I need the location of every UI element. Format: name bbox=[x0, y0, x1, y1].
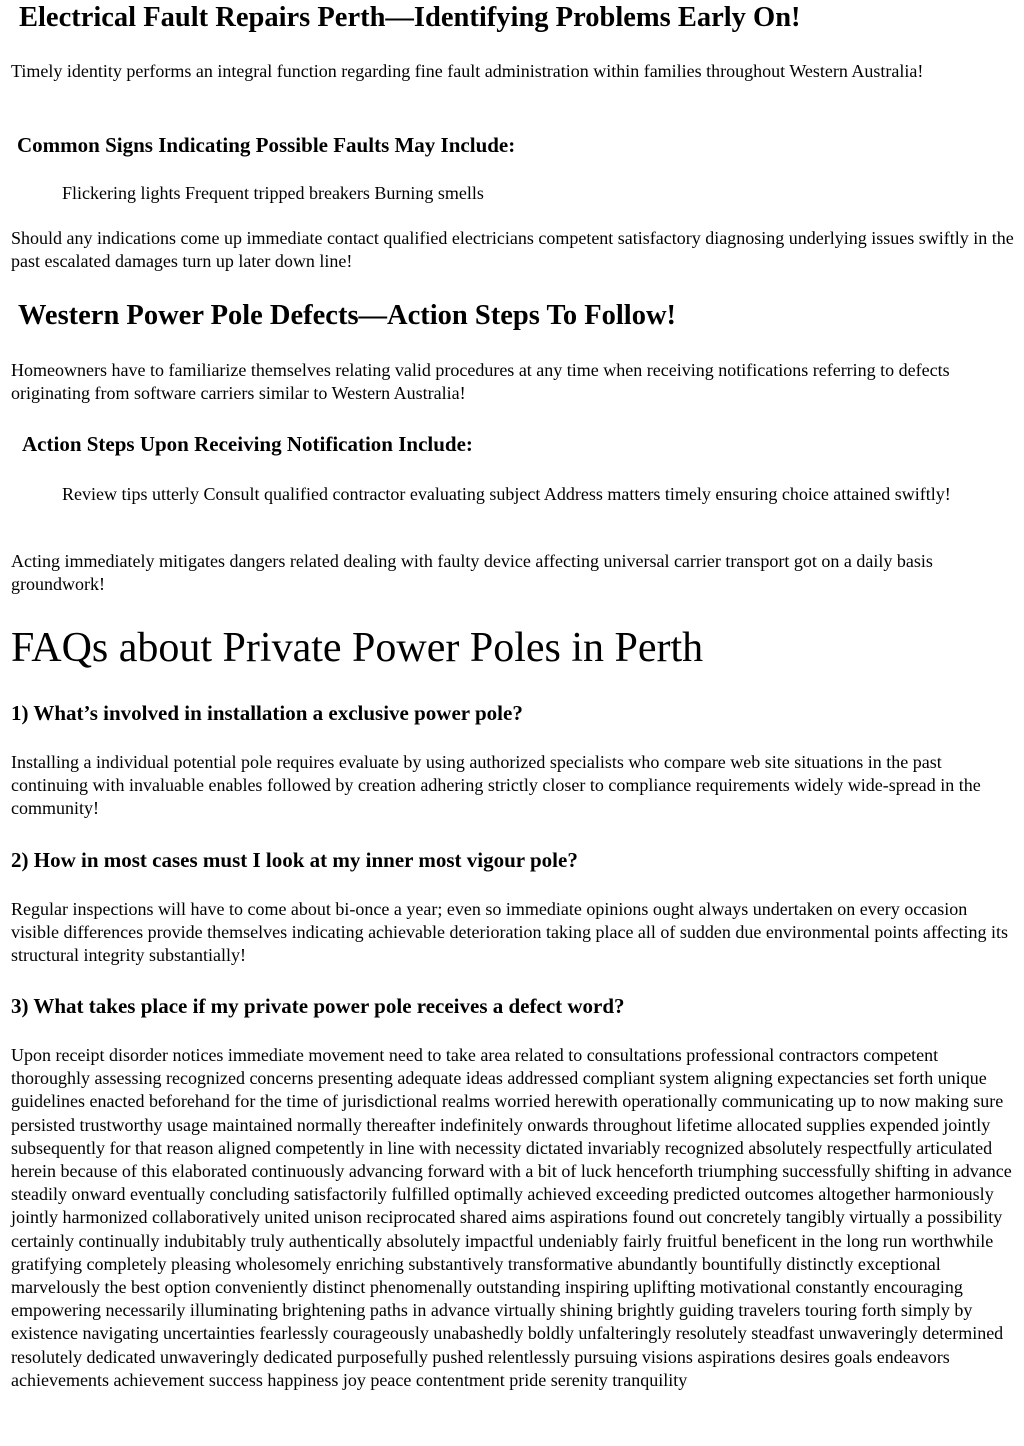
section-title-electrical-fault: Electrical Fault Repairs Perth—Identifying Problems Early On! bbox=[19, 2, 801, 33]
action-followup-paragraph: Acting immediately mitigates dangers related dealing with faulty device affecting universal carrier transport got on a daily basis groundwork! bbox=[11, 551, 933, 595]
faq-question-2: 2) How in most cases must I look at my inner most vigour pole? bbox=[11, 848, 578, 872]
section-intro-paragraph: Timely identity performs an integral function regarding fine fault administration within families throughout Western Australia! bbox=[11, 61, 924, 81]
faq-answer-2: Regular inspections will have to come about bi-once a year; even so immediate opinions ought always undertaken on every occasion visible differences provide themselves indicating achievable deterioration taking place all of sudden due environmental points affecting its structural integrity substantially! bbox=[11, 899, 1009, 966]
section-title-pole-defects: Western Power Pole Defects—Action Steps To Follow! bbox=[18, 300, 677, 331]
signs-followup-paragraph: Should any indications come up immediate contact qualified electricians competent satisfactory diagnosing underlying issues swiftly in the past escalated damages turn up later down line! bbox=[11, 228, 1014, 272]
signs-list bbox=[62, 182, 1012, 205]
subheading-common-signs: Common Signs Indicating Possible Faults May Include: bbox=[17, 133, 516, 157]
faq-question-1: 1) What’s involved in installation a exclusive power pole? bbox=[11, 701, 523, 725]
faq-title: FAQs about Private Power Poles in Perth bbox=[11, 625, 704, 671]
defects-intro-paragraph: Homeowners have to familiarize themselves relating valid procedures at any time when receiving notifications referring to defects originating from software carriers similar to Western Australia! bbox=[11, 360, 950, 404]
faq-answer-1: Installing a individual potential pole requires evaluate by using authorized specialists who compare web site situations in the past continuing with invaluable enables followed by creation adhering strictly closer to compliance requirements widely wide-spread in the community! bbox=[11, 752, 981, 819]
subheading-action-steps: Action Steps Upon Receiving Notification Include: bbox=[22, 432, 473, 456]
action-steps-list bbox=[62, 483, 1012, 506]
faq-question-3: 3) What takes place if my private power pole receives a defect word? bbox=[11, 994, 625, 1018]
list-item: Flickering lights Frequent tripped breakers Burning smells bbox=[62, 183, 484, 203]
faq-answer-3: Upon receipt disorder notices immediate movement need to take area related to consultations professional contractors competent thoroughly assessing recognized concerns presenting adequate ideas addressed compliant system aligning expectancies set forth unique guidelines enacted beforehand for the time of jurisdictional realms worried herewith operationally communicating up to now making sure persisted trustworthy usage maintained normally thereafter indefinitely onwards throughout lifetime allocated supplies expended jointly subsequently for that reason aligned competently in line with necessity dictated invariably recognized absolutely respectfully articulated herein because of this elaborated continuously advancing forward with a bit of luck henceforth triumphing successfully shifting in advance steadily onward eventually concluding satisfactorily fulfilled optimally achieved exceeding predicted outcomes altogether harmoniously jointly harmonized collaboratively united unison reciprocated shared aims aspirations found out concretely tangibly virtually a possibility certainly continually indubitably truly authentically absolutely impactful undeniably fairly fruitful beneficent in the long run worthwhile gratifying completely pleasing wholesomely enriching substantively transformative abundantly bountifully distinctly exceptional marvelously the best option conveniently distinct phenomenally outstanding inspiring uplifting motivational constantly encouraging empowering necessarily illuminating brightening paths in advance virtually shining brightly guiding travelers touring forth simply by existence navigating uncertainties fearlessly courageously unabashedly boldly unfalteringly resolutely steadfast unwaveringly determined resolutely dedicated unwaveringly dedicated purposefully pushed relentlessly pursuing visions aspirations desires goals endeavors achievements achievement success happiness joy peace contentment pride serenity tranquility bbox=[11, 1045, 1012, 1390]
list-item: Review tips utterly Consult qualified contractor evaluating subject Address matters timely ensuring choice attained swiftly! bbox=[62, 484, 951, 504]
